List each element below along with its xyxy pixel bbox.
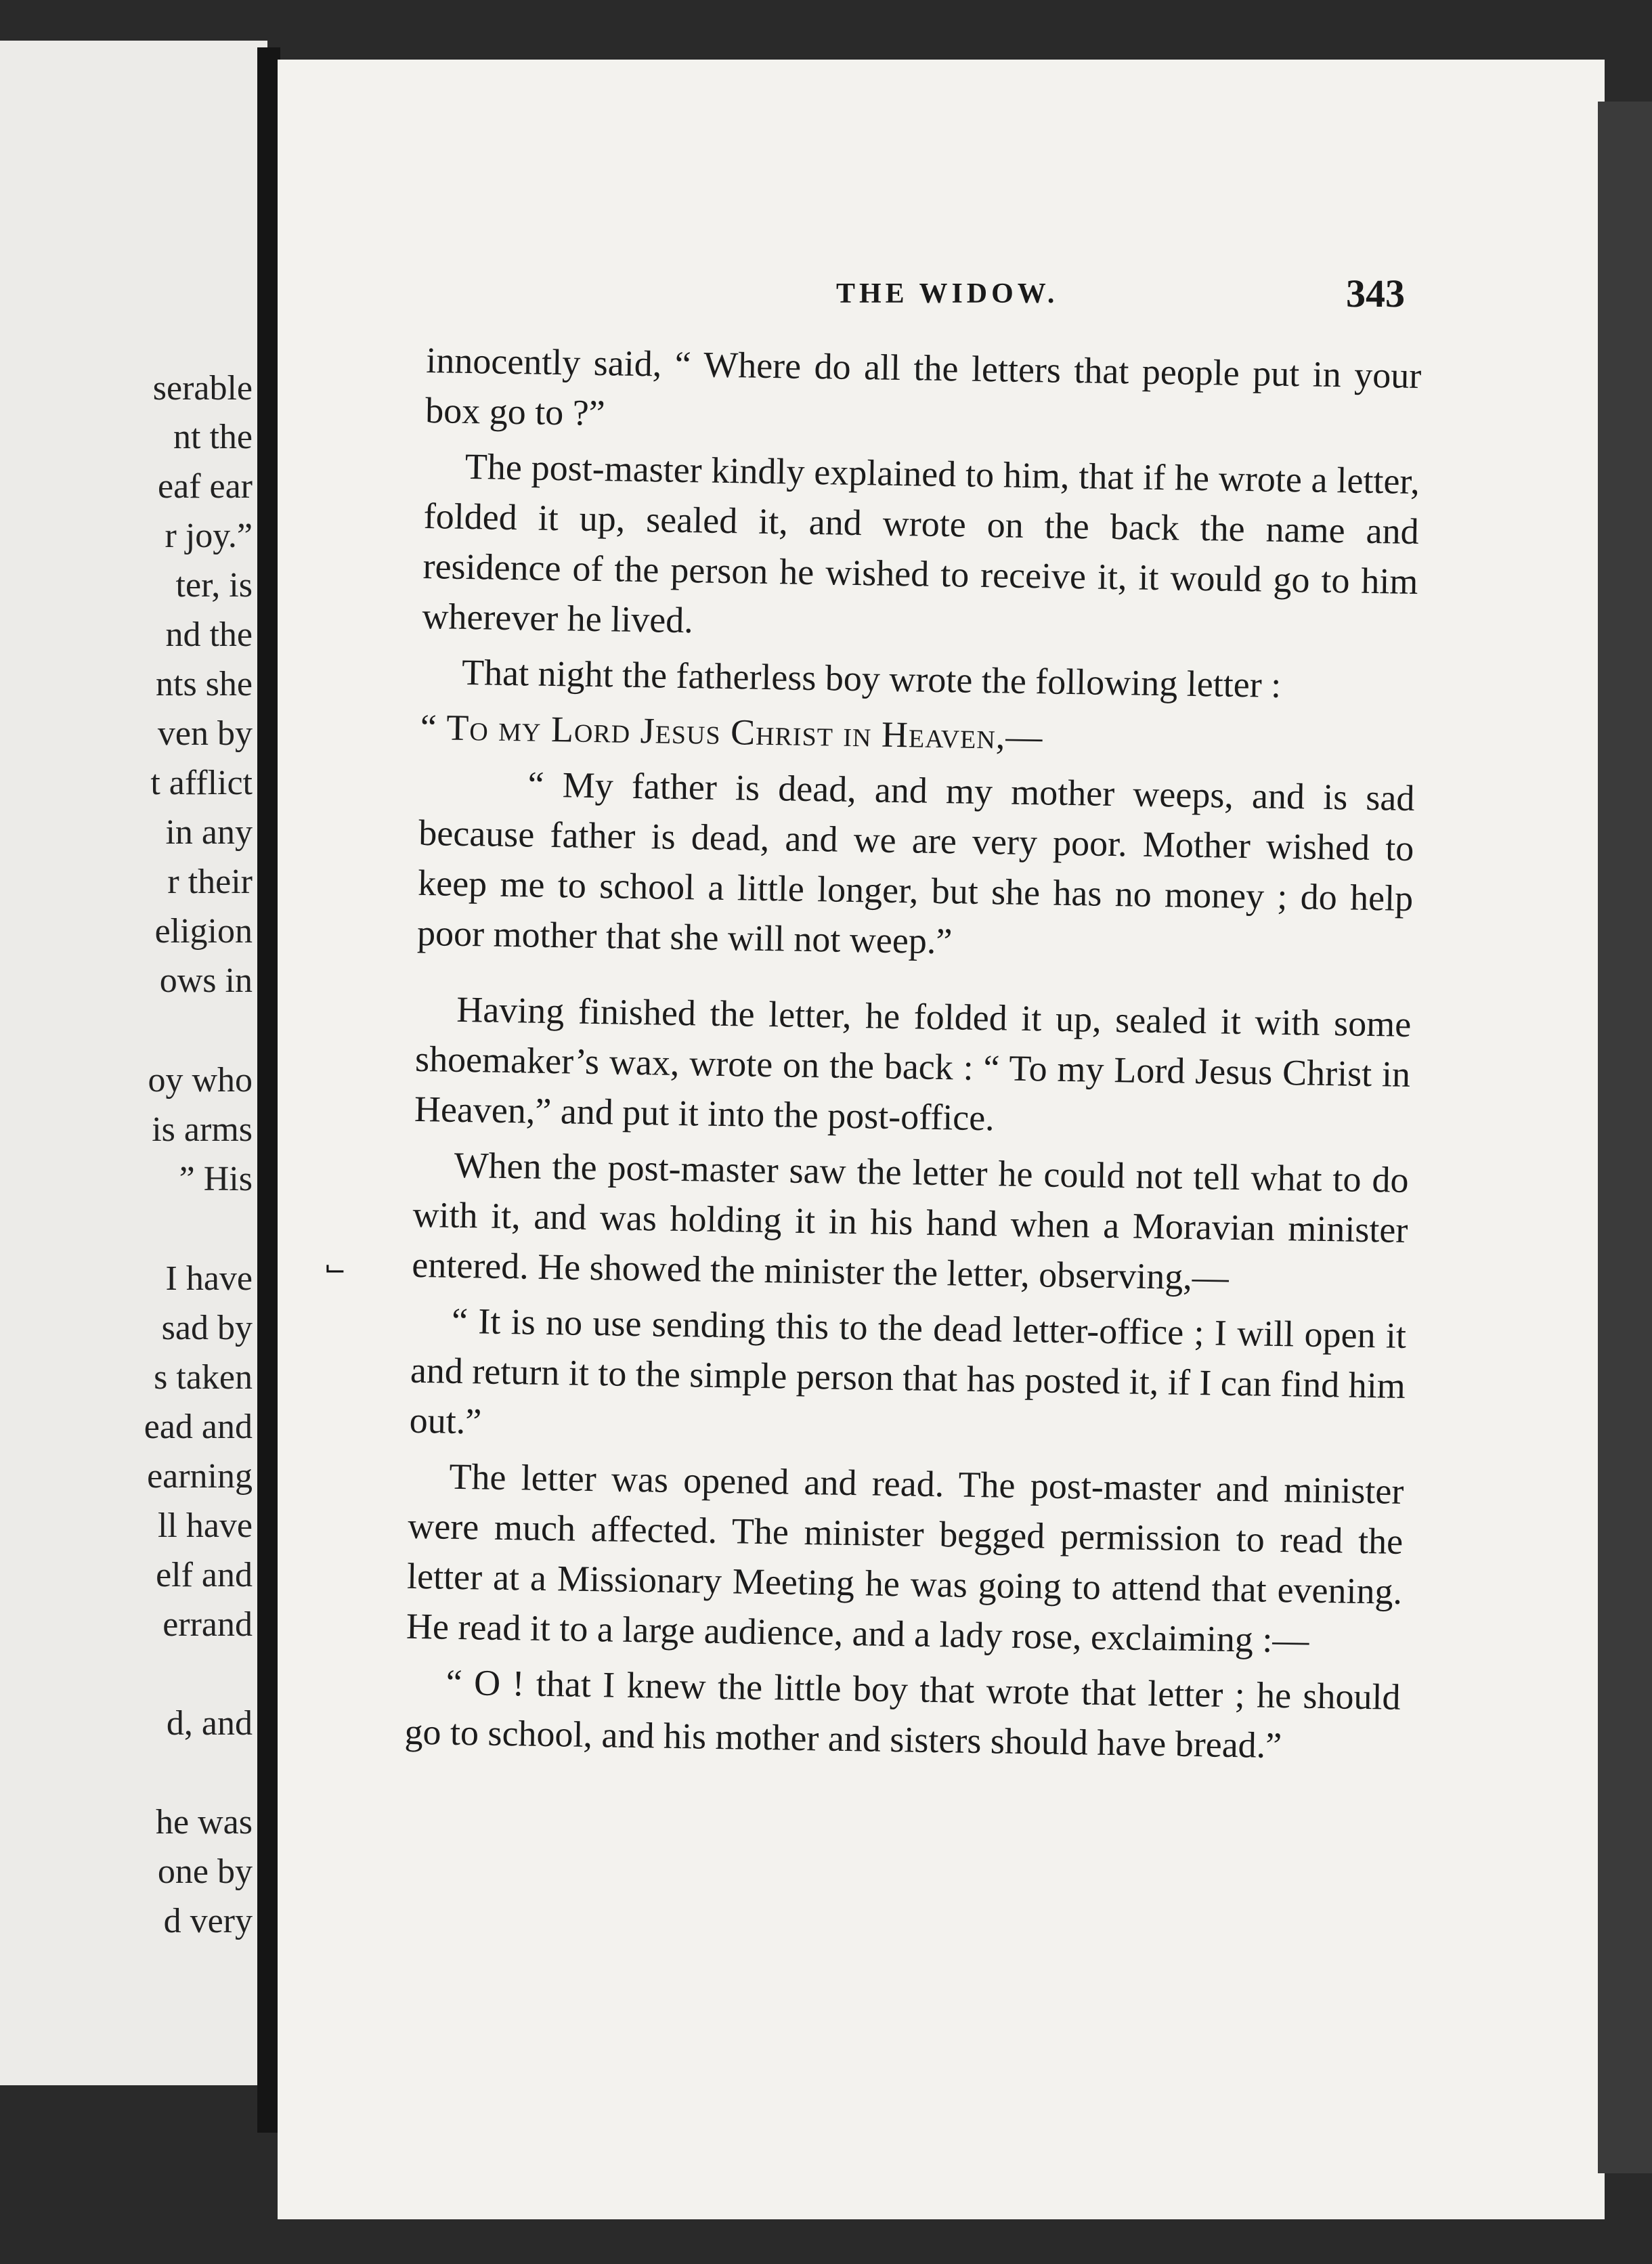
paragraph: “ It is no use sending this to the dead letter-office ; I will open it and return it to the simple person that has posted it, if I can find him out.” [409,1300,1407,1442]
left-line: ven by [157,714,253,753]
left-line: elf and [156,1556,253,1594]
left-line: ” His [179,1160,253,1198]
left-line: ows in [159,961,253,1000]
left-line: nd the [165,615,253,654]
left-line: ead and [144,1408,253,1446]
left-line: earning [147,1457,253,1496]
left-line: r joy.” [165,517,253,555]
paragraph: That night the fatherless boy wrote the following letter : [461,651,1282,705]
left-line: he was [156,1803,253,1842]
left-line: d very [163,1902,253,1940]
running-head: THE WIDOW. [836,278,1059,309]
left-line: r their [167,863,253,901]
left-line: ll have [157,1506,253,1545]
paragraph: innocently said, “ Where do all the letters that people put in your box go to ?” [425,339,1422,434]
left-line: errand [162,1605,253,1644]
left-line: serable [152,369,253,408]
left-line: eaf ear [158,467,253,506]
paragraph: The post-master kindly explained to him, that if he wrote a letter, folded it up, sealed it, and wrote on the back the name and residence of the person he wished to receive it, it would go to him wherever he lived. [422,445,1420,641]
page-edge-shadow [1598,102,1652,2173]
left-line: oy who [148,1061,253,1100]
letter-salutation: “ To my Lord Jesus Christ in Heaven,— [420,706,1043,758]
stray-ink-mark: ⌙ [324,1252,347,1282]
left-line: nts she [156,665,253,703]
paragraph: The letter was opened and read. The post-master and minister were much affected. The minister begged permission to read the letter at a Missionary Meeting he was going to attend that evening. He read it to a large audience, and a lady rose, exclaiming :— [406,1456,1404,1661]
letter-body: “ My father is dead, and my mother weeps, and is sad because father is dead, and we are very poor. Mother wished to keep me to school a little longer, but she has no money ; do help poor mother that she will not weep.” [416,764,1415,962]
left-line: eligion [154,912,253,951]
left-line: in any [165,813,253,852]
paragraph: “ O ! that I knew the little boy that wrote that letter ; he should go to school, and his mother and sisters should have bread.” [404,1661,1401,1766]
paragraph: Having finished the letter, he folded it up, sealed it with some shoemaker’s wax, wrote on the back : “ To my Lord Jesus Christ in Heaven,” and put it into the post-office. [414,988,1412,1139]
left-line: t afflict [150,764,253,802]
left-line: I have [165,1259,253,1298]
left-line: nt the [173,418,253,456]
book-gutter [257,47,280,2133]
left-line: ter, is [175,566,253,605]
page-number: 343 [1346,271,1405,315]
left-line: s taken [154,1358,253,1397]
left-line: d, and [166,1704,253,1743]
left-line: sad by [161,1309,253,1347]
page-body [404,335,1422,1778]
left-page [0,41,267,2085]
paragraph: When the post-master saw the letter he could not tell what to do with it, and was holding it in his hand when a Moravian minister entered. He showed the minister the letter, observing,— [411,1144,1410,1298]
left-line: one by [157,1852,253,1891]
left-line: is arms [152,1110,253,1149]
